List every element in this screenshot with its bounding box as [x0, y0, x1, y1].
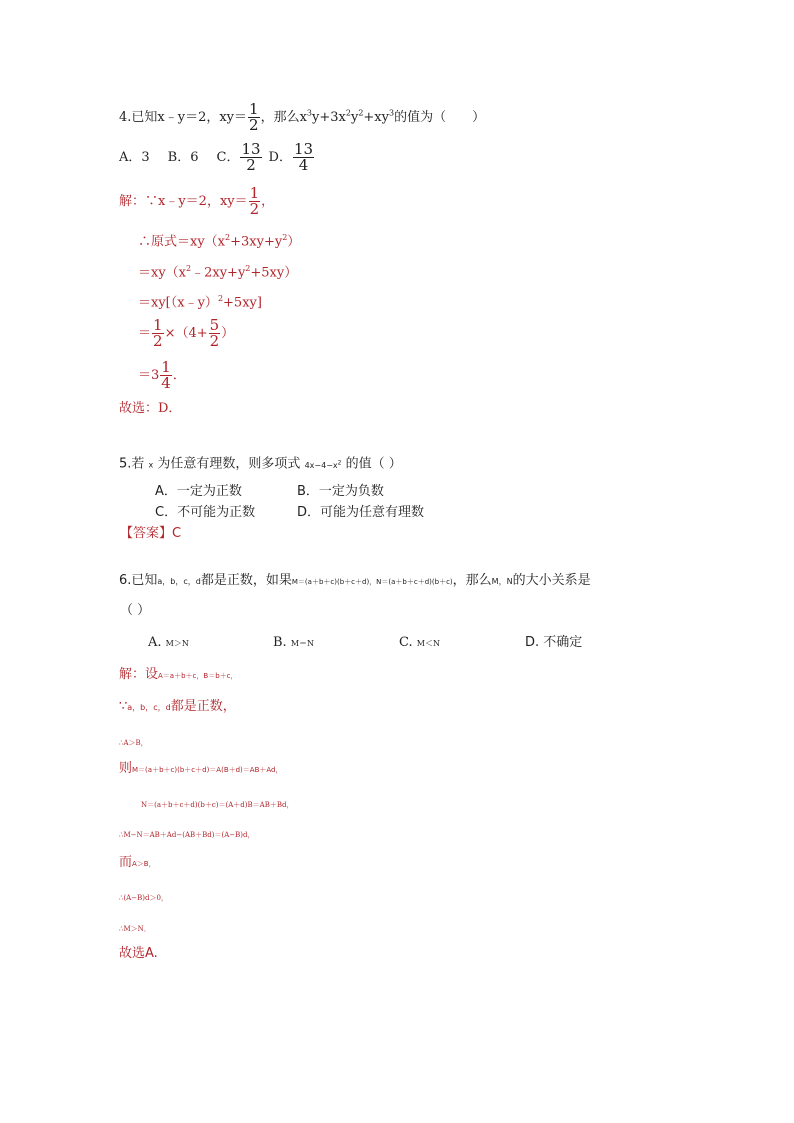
q6-mn: M，N — [491, 577, 513, 586]
q4-stem-text: ，那么x — [260, 110, 307, 125]
solution-math: ∴(A−B)d＞0， — [119, 894, 168, 902]
q5-stem — [119, 455, 402, 474]
q6-answer-paren: （ ） — [120, 603, 151, 618]
fraction-numerator: 1 — [249, 100, 259, 118]
exponent: 2 — [358, 108, 364, 118]
q6-sol-h — [119, 889, 168, 906]
step-text: ） — [221, 326, 235, 341]
q6-sol-a — [119, 667, 237, 684]
q6-variables: a，b，c，d — [157, 577, 201, 586]
q4-stem-fraction — [248, 102, 260, 133]
option-label: A. — [148, 635, 162, 650]
q5-option-c: C．不可能为正数 — [155, 505, 256, 520]
q6-option-d: D. 不确定 — [525, 635, 583, 650]
fraction-denominator: 2 — [246, 156, 256, 174]
q6-stem-text: 6.已知 — [119, 573, 158, 588]
q4-option-d-fraction — [293, 142, 314, 173]
fraction-numerator: 1 — [249, 184, 260, 202]
step-text: ×（4+ — [164, 326, 208, 341]
q6-sol-e — [141, 796, 293, 813]
fraction-denominator: 4 — [298, 156, 309, 174]
solution-text: 而 — [119, 855, 133, 870]
solution-math: A＝a＋b＋c，B＝b＋c， — [158, 672, 238, 680]
q6-sol-f — [119, 826, 255, 843]
solution-math: ∴A＞B， — [119, 739, 148, 747]
solution-math: a，b，c，d — [127, 703, 171, 712]
step-text: ＝3 — [138, 368, 160, 383]
option-label: C. — [399, 635, 413, 650]
q4-option-d-label: D． — [268, 150, 292, 165]
step-text: ） — [287, 234, 301, 250]
solution-math: A＞B， — [132, 860, 156, 868]
step-text: ＝xy（x — [138, 265, 187, 281]
fraction-numerator: 13 — [241, 140, 261, 158]
q5-stem-text: 的值（ ） — [345, 456, 402, 472]
q4-stem-text: +xy — [363, 110, 389, 125]
q6-stem-text: 的大小关系是 — [512, 573, 591, 588]
fraction-numerator: 1 — [161, 358, 171, 376]
exponent: 2 — [217, 294, 224, 303]
option-label: B. — [273, 635, 287, 650]
q4-step-4 — [138, 318, 234, 349]
q6-stem-text: 都是正数，如果 — [200, 573, 292, 588]
step-fraction — [209, 318, 221, 349]
q6-conclusion: 故选A. — [119, 946, 158, 961]
fraction-numerator: 1 — [153, 316, 163, 334]
q4-stem-text: 的值为（ ） — [394, 110, 486, 125]
step-text: ． — [172, 368, 186, 383]
q4-options — [119, 142, 315, 173]
step-fraction — [152, 318, 164, 349]
q6-sol-b — [119, 699, 236, 716]
q4-step-2 — [138, 261, 297, 281]
solution-text: 解：设 — [119, 667, 159, 682]
q5-stem-text: 5.若 — [119, 456, 145, 472]
solution-text: 都是正数， — [170, 699, 236, 714]
q6-sol-c — [119, 734, 148, 751]
q5-option-d: D．可能为任意有理数 — [297, 505, 425, 520]
q4-solution-fraction — [249, 186, 261, 217]
solution-text: ∵ — [119, 699, 128, 714]
q4-step-5 — [138, 360, 186, 391]
solution-text: 则 — [119, 761, 133, 776]
q6-definition: M＝(a＋b＋c)(b＋c＋d)，N＝(a＋b＋c＋d)(b＋c) — [291, 578, 453, 586]
q6-option-a — [148, 635, 273, 652]
fraction-denominator: 2 — [249, 200, 260, 218]
q5-option-b: B．一定为负数 — [297, 484, 384, 499]
q4-stem-text: 4.已知x﹣y＝2，xy＝ — [119, 110, 248, 125]
step-fraction — [160, 360, 172, 391]
solution-text: 解：∵x﹣y＝2，xy＝ — [119, 194, 248, 209]
q4-option-b: B．6 — [167, 150, 199, 165]
q4-stem-text: y+3x — [312, 110, 346, 125]
step-text: ＝xy[（x﹣y） — [138, 295, 218, 311]
fraction-denominator: 2 — [249, 116, 259, 134]
solution-math: ∴M−N＝AB＋Ad−(AB＋Bd)＝(A−B)d， — [119, 831, 255, 839]
exponent: 3 — [306, 108, 313, 118]
fraction-numerator: 13 — [293, 140, 314, 158]
option-value: M＝N — [290, 639, 315, 648]
q4-option-c-label: C． — [216, 150, 240, 165]
polynomial-text: 4x−4−x — [304, 460, 338, 470]
fraction-denominator: 2 — [209, 332, 220, 350]
step-text: +5xy） — [250, 265, 298, 281]
q5-polynomial — [305, 461, 342, 470]
q5-options-row-2 — [155, 505, 424, 521]
exponent: 2 — [282, 233, 288, 242]
fraction-denominator: 4 — [161, 374, 171, 392]
option-value: M＞N — [165, 639, 189, 648]
solution-math: M＝(a＋b＋c)(b＋c＋d)＝A(B＋d)＝AB＋Ad， — [132, 766, 283, 774]
q6-options — [148, 635, 582, 652]
option-value: M＜N — [416, 639, 440, 648]
fraction-denominator: 2 — [153, 332, 163, 350]
q4-step-3 — [138, 291, 262, 311]
exponent: 2 — [337, 459, 342, 466]
exponent: 2 — [245, 264, 251, 273]
solution-math: ∴M＞N． — [119, 925, 151, 933]
step-text: ∴原式＝xy（x — [138, 234, 226, 250]
q4-option-a: A．3 — [119, 150, 150, 165]
q5-options-row-1 — [155, 484, 384, 500]
step-text: +3xy+y — [230, 234, 283, 250]
q5-variable: x — [148, 460, 154, 470]
q5-option-a: A．一定为正数 — [155, 484, 242, 499]
step-text: ＝ — [138, 326, 152, 341]
q4-stem — [119, 102, 485, 133]
exponent: 3 — [388, 108, 395, 118]
q6-stem-text: ，那么 — [452, 573, 492, 588]
q6-stem — [119, 573, 591, 590]
exponent: 2 — [186, 264, 192, 273]
fraction-numerator: 5 — [209, 316, 220, 334]
q4-stem-text: y — [350, 110, 359, 125]
q4-conclusion: 故选：D． — [119, 401, 182, 416]
q6-sol-g — [119, 855, 156, 872]
step-text: +5xy] — [223, 295, 262, 311]
exponent: 2 — [225, 233, 231, 242]
q6-option-c — [399, 635, 525, 652]
q4-step-1 — [138, 230, 300, 250]
q6-sol-d — [119, 761, 283, 778]
q5-answer: 【答案】C — [120, 526, 182, 541]
q5-stem-text: 为任意有理数，则多项式 — [157, 456, 301, 472]
exponent: 2 — [345, 108, 351, 118]
q6-sol-i — [119, 920, 151, 937]
q4-option-c-fraction — [240, 142, 261, 173]
step-text: ﹣2xy+y — [191, 265, 246, 281]
q4-solution-intro — [119, 186, 274, 217]
q6-option-b — [273, 635, 399, 652]
solution-text: ， — [261, 194, 275, 209]
solution-math: N＝(a＋b＋c＋d)(b＋c)＝(A＋d)B＝AB＋Bd， — [141, 801, 294, 809]
